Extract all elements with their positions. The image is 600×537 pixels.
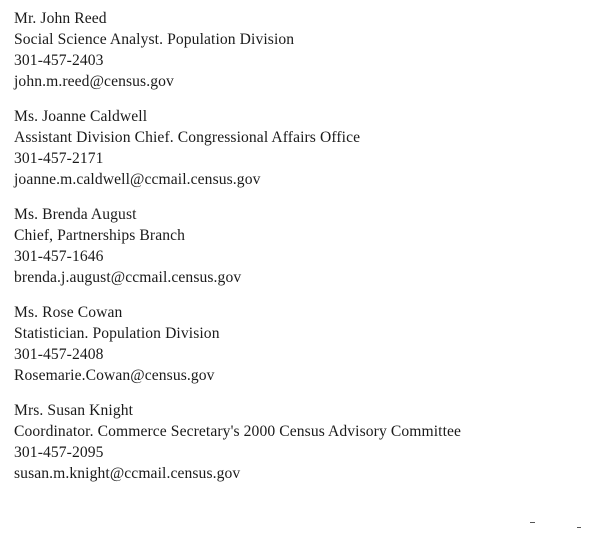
contact-phone: 301-457-2408 bbox=[14, 346, 104, 363]
contact-email: joanne.m.caldwell@ccmail.census.gov bbox=[14, 171, 261, 188]
contact-entry bbox=[14, 204, 594, 288]
contact-email: Rosemarie.Cowan@census.gov bbox=[14, 367, 215, 384]
contact-phone: 301-457-2171 bbox=[14, 150, 104, 167]
contact-phone: 301-457-2403 bbox=[14, 52, 104, 69]
scan-speck bbox=[530, 522, 535, 523]
contact-phone: 301-457-1646 bbox=[14, 248, 104, 265]
contact-name: Ms. Rose Cowan bbox=[14, 304, 123, 321]
contact-entry bbox=[14, 400, 594, 484]
contact-list bbox=[14, 8, 594, 498]
scan-speck bbox=[577, 527, 581, 528]
contact-name: Ms. Joanne Caldwell bbox=[14, 108, 148, 125]
contact-phone: 301-457-2095 bbox=[14, 444, 104, 461]
contact-entry bbox=[14, 302, 594, 386]
contact-title: Assistant Division Chief. Congressional Affairs Office bbox=[14, 129, 361, 146]
contact-email: susan.m.knight@ccmail.census.gov bbox=[14, 465, 241, 482]
contact-title: Social Science Analyst. Population Division bbox=[14, 31, 295, 48]
contact-name: Mrs. Susan Knight bbox=[14, 402, 134, 419]
contact-name: Ms. Brenda August bbox=[14, 206, 137, 223]
contact-title: Chief, Partnerships Branch bbox=[14, 227, 186, 244]
contact-entry bbox=[14, 106, 594, 190]
contact-title: Statistician. Population Division bbox=[14, 325, 220, 342]
contact-entry bbox=[14, 8, 594, 92]
contact-email: brenda.j.august@ccmail.census.gov bbox=[14, 269, 242, 286]
contact-title: Coordinator. Commerce Secretary's 2000 Census Advisory Committee bbox=[14, 423, 462, 440]
contact-name: Mr. John Reed bbox=[14, 10, 107, 27]
contact-email: john.m.reed@census.gov bbox=[14, 73, 174, 90]
